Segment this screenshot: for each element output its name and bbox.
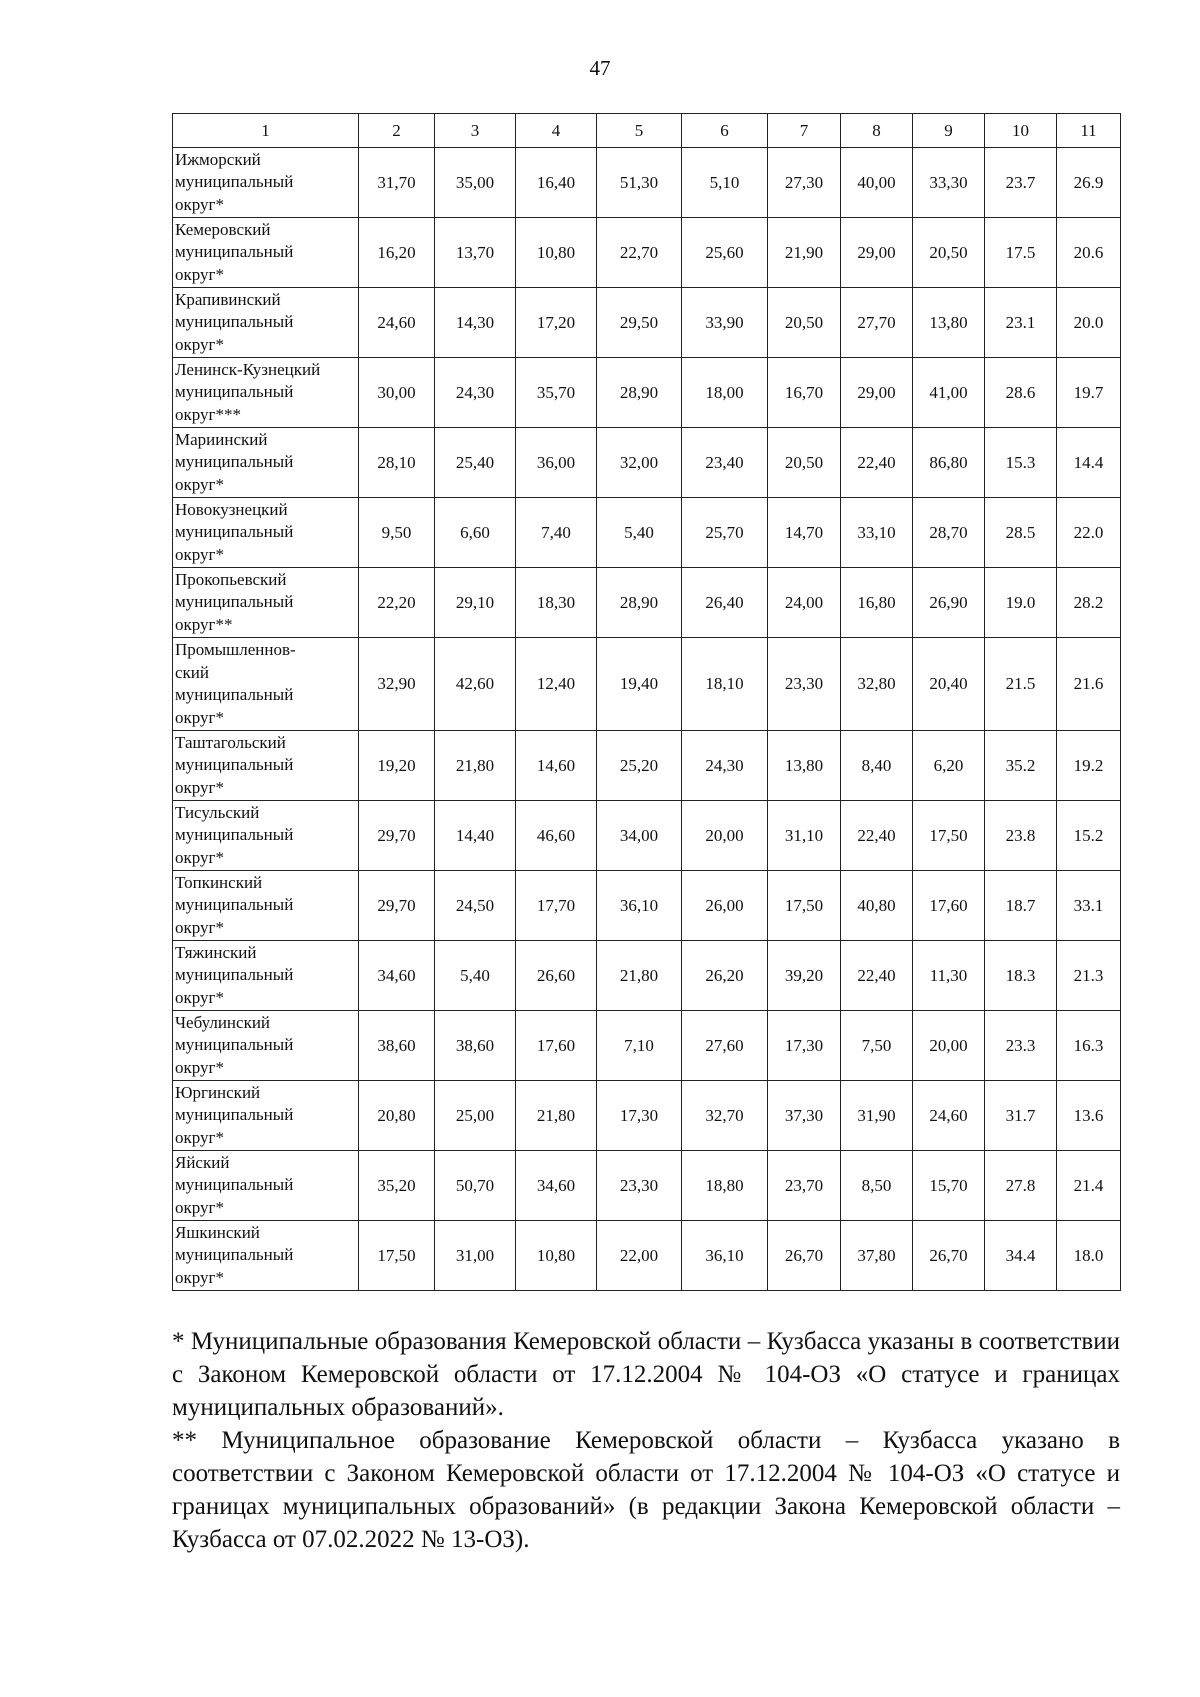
value-cell: 31.7 (985, 1081, 1057, 1151)
municipality-name-line: округ* (175, 987, 225, 1007)
value-cell: 18,00 (682, 358, 768, 428)
value-cell: 34,60 (516, 1151, 597, 1221)
municipality-name-line: округ* (175, 474, 225, 494)
value-cell: 21.5 (985, 638, 1057, 731)
value-cell: 13.6 (1057, 1081, 1121, 1151)
footnote-2: ** Муниципальное образование Кемеровской области – Кузбасса указано в соответствии с Законом Кемеровской области от 17.12.2004 № 104-ОЗ «О статусе и границах муниципальных образований» (в редакции Закона Кемеровской области – Кузбасса от 07.02.2022 № 13-ОЗ). (172, 1427, 1120, 1553)
value-cell: 16,70 (768, 358, 841, 428)
value-cell: 22,20 (359, 568, 435, 638)
municipality-name-cell (173, 1011, 359, 1081)
table-body (173, 148, 1121, 1291)
value-cell: 29,70 (359, 871, 435, 941)
footnote-1: * Муниципальные образования Кемеровской области – Кузбасса указаны в соответствии с Законом Кемеровской области от 17.12.2004 № 104-ОЗ «О статусе и границах муниципальных образований». (172, 1328, 1120, 1421)
value-cell: 25,60 (682, 218, 768, 288)
municipality-name-cell (173, 1081, 359, 1151)
municipality-name-cell (173, 498, 359, 568)
value-cell: 21,80 (597, 941, 682, 1011)
municipality-name-line: Таштагольский (175, 732, 286, 752)
municipality-name-line: Яшкинский (175, 1222, 260, 1242)
municipality-name-line: Юргинский (175, 1082, 261, 1102)
municipality-name-cell (173, 871, 359, 941)
municipality-name-cell (173, 941, 359, 1011)
value-cell: 31,00 (435, 1221, 516, 1291)
value-cell: 12,40 (516, 638, 597, 731)
table-row (173, 1081, 1121, 1151)
municipality-name-line: муниципальный (175, 685, 294, 704)
municipality-name-line: округ* (175, 1197, 225, 1217)
value-cell: 7,10 (597, 1011, 682, 1081)
municipality-name-line: округ* (175, 264, 225, 284)
column-header: 1 (173, 114, 359, 148)
column-header: 3 (435, 114, 516, 148)
value-cell: 26,40 (682, 568, 768, 638)
column-header: 6 (682, 114, 768, 148)
value-cell: 5,40 (435, 941, 516, 1011)
value-cell: 17,70 (516, 871, 597, 941)
value-cell: 17,60 (516, 1011, 597, 1081)
municipality-name-line: муниципальный (175, 382, 294, 402)
page-number: 47 (589, 56, 611, 80)
value-cell: 14,70 (768, 498, 841, 568)
municipality-name-line: муниципальный (175, 312, 294, 332)
value-cell: 24,00 (768, 568, 841, 638)
value-cell: 23.7 (985, 148, 1057, 218)
value-cell: 23,30 (768, 638, 841, 731)
municipality-name-cell (173, 358, 359, 428)
table-row (173, 731, 1121, 801)
value-cell: 17,50 (359, 1221, 435, 1291)
header-row (173, 114, 1121, 148)
value-cell: 17,30 (768, 1011, 841, 1081)
municipality-name-line: ский (175, 662, 209, 682)
value-cell: 20,80 (359, 1081, 435, 1151)
value-cell: 38,60 (435, 1011, 516, 1081)
municipality-name-line: Крапивинский (175, 289, 281, 309)
value-cell: 29,10 (435, 568, 516, 638)
municipality-name-line: муниципальный (175, 965, 294, 985)
value-cell: 28,70 (913, 498, 985, 568)
value-cell: 50,70 (435, 1151, 516, 1221)
value-cell: 25,00 (435, 1081, 516, 1151)
value-cell: 14,60 (516, 731, 597, 801)
value-cell: 23.8 (985, 801, 1057, 871)
table-row (173, 638, 1121, 731)
value-cell: 24,60 (913, 1081, 985, 1151)
value-cell: 33,10 (841, 498, 913, 568)
value-cell: 21.4 (1057, 1151, 1121, 1221)
municipality-name-line: Яйский (175, 1152, 230, 1172)
municipality-name-line: Тяжинский (175, 942, 257, 962)
value-cell: 34,00 (597, 801, 682, 871)
value-cell: 18,30 (516, 568, 597, 638)
value-cell: 16.3 (1057, 1011, 1121, 1081)
value-cell: 8,40 (841, 731, 913, 801)
value-cell: 10,80 (516, 1221, 597, 1291)
value-cell: 16,20 (359, 218, 435, 288)
municipality-name-line: Промышленнов- (175, 640, 296, 659)
municipality-name-cell (173, 801, 359, 871)
value-cell: 35,70 (516, 358, 597, 428)
municipality-name-line: округ* (175, 544, 225, 564)
value-cell: 36,00 (516, 428, 597, 498)
value-cell: 18,80 (682, 1151, 768, 1221)
value-cell: 25,70 (682, 498, 768, 568)
municipality-name-line: муниципальный (175, 452, 294, 472)
municipality-name-cell (173, 1221, 359, 1291)
value-cell: 31,10 (768, 801, 841, 871)
value-cell: 23,30 (597, 1151, 682, 1221)
value-cell: 22,40 (841, 941, 913, 1011)
column-header: 2 (359, 114, 435, 148)
table-row (173, 288, 1121, 358)
municipality-name-line: округ* (175, 707, 225, 727)
value-cell: 35,00 (435, 148, 516, 218)
value-cell: 24,30 (682, 731, 768, 801)
value-cell: 5,10 (682, 148, 768, 218)
value-cell: 29,00 (841, 218, 913, 288)
value-cell: 38,60 (359, 1011, 435, 1081)
municipality-name-line: Мариинский (175, 429, 268, 449)
value-cell: 23,70 (768, 1151, 841, 1221)
value-cell: 30,00 (359, 358, 435, 428)
table-row (173, 498, 1121, 568)
value-cell: 32,80 (841, 638, 913, 731)
value-cell: 26,00 (682, 871, 768, 941)
value-cell: 17,50 (768, 871, 841, 941)
value-cell: 26,60 (516, 941, 597, 1011)
data-table (172, 113, 1121, 1291)
value-cell: 27,60 (682, 1011, 768, 1081)
value-cell: 28,90 (597, 568, 682, 638)
value-cell: 18.7 (985, 871, 1057, 941)
column-header: 5 (597, 114, 682, 148)
value-cell: 20,00 (682, 801, 768, 871)
value-cell: 18.3 (985, 941, 1057, 1011)
municipality-name-line: Топкинский (175, 872, 263, 892)
value-cell: 28.5 (985, 498, 1057, 568)
value-cell: 8,50 (841, 1151, 913, 1221)
municipality-name-line: муниципальный (175, 825, 294, 845)
value-cell: 17,30 (597, 1081, 682, 1151)
municipality-name-line: Ижморский (175, 149, 261, 169)
municipality-name-line: округ* (175, 334, 225, 354)
value-cell: 20,50 (913, 218, 985, 288)
value-cell: 22,40 (841, 801, 913, 871)
value-cell: 33.1 (1057, 871, 1121, 941)
value-cell: 27,70 (841, 288, 913, 358)
value-cell: 23.3 (985, 1011, 1057, 1081)
value-cell: 32,70 (682, 1081, 768, 1151)
value-cell: 46,60 (516, 801, 597, 871)
value-cell: 29,70 (359, 801, 435, 871)
value-cell: 16,40 (516, 148, 597, 218)
municipality-name-line: округ* (175, 1127, 225, 1147)
value-cell: 14.4 (1057, 428, 1121, 498)
municipality-name-cell (173, 731, 359, 801)
municipality-name-cell (173, 148, 359, 218)
value-cell: 9,50 (359, 498, 435, 568)
value-cell: 32,90 (359, 638, 435, 731)
value-cell: 20,50 (768, 428, 841, 498)
value-cell: 29,50 (597, 288, 682, 358)
municipality-name-line: округ* (175, 777, 225, 797)
value-cell: 29,00 (841, 358, 913, 428)
municipality-name-line: муниципальный (175, 1035, 294, 1055)
value-cell: 19.0 (985, 568, 1057, 638)
value-cell: 17.5 (985, 218, 1057, 288)
table-row (173, 941, 1121, 1011)
municipality-name-line: муниципальный (175, 755, 294, 775)
value-cell: 24,30 (435, 358, 516, 428)
value-cell: 19,20 (359, 731, 435, 801)
value-cell: 15.3 (985, 428, 1057, 498)
municipality-name-line: Прокопьевский (175, 569, 287, 589)
value-cell: 28.2 (1057, 568, 1121, 638)
value-cell: 21.3 (1057, 941, 1121, 1011)
value-cell: 14,40 (435, 801, 516, 871)
value-cell: 40,00 (841, 148, 913, 218)
value-cell: 19.7 (1057, 358, 1121, 428)
municipality-name-cell (173, 428, 359, 498)
value-cell: 20,40 (913, 638, 985, 731)
value-cell: 24,60 (359, 288, 435, 358)
column-header: 7 (768, 114, 841, 148)
municipality-name-line: округ*** (175, 404, 242, 424)
value-cell: 25,20 (597, 731, 682, 801)
municipality-name-line: округ* (175, 194, 225, 214)
value-cell: 11,30 (913, 941, 985, 1011)
value-cell: 19,40 (597, 638, 682, 731)
value-cell: 7,40 (516, 498, 597, 568)
value-cell: 14,30 (435, 288, 516, 358)
value-cell: 22,00 (597, 1221, 682, 1291)
table-row (173, 428, 1121, 498)
municipality-name-line: муниципальный (175, 1245, 294, 1265)
value-cell: 15,70 (913, 1151, 985, 1221)
value-cell: 23,40 (682, 428, 768, 498)
value-cell: 18.0 (1057, 1221, 1121, 1291)
value-cell: 36,10 (682, 1221, 768, 1291)
table-row (173, 1151, 1121, 1221)
municipality-name-line: Чебулинский (175, 1012, 271, 1032)
value-cell: 5,40 (597, 498, 682, 568)
municipality-name-cell (173, 1151, 359, 1221)
value-cell: 41,00 (913, 358, 985, 428)
value-cell: 25,40 (435, 428, 516, 498)
column-header: 11 (1057, 114, 1121, 148)
value-cell: 23.1 (985, 288, 1057, 358)
value-cell: 26,90 (913, 568, 985, 638)
value-cell: 28,90 (597, 358, 682, 428)
value-cell: 19.2 (1057, 731, 1121, 801)
table-row (173, 218, 1121, 288)
municipality-name-line: округ** (175, 614, 233, 634)
table-row (173, 358, 1121, 428)
value-cell: 26,70 (768, 1221, 841, 1291)
municipality-name-cell (173, 218, 359, 288)
value-cell: 22.0 (1057, 498, 1121, 568)
municipality-name-line: муниципальный (175, 592, 294, 612)
value-cell: 31,90 (841, 1081, 913, 1151)
column-header: 9 (913, 114, 985, 148)
municipality-name-line: муниципальный (175, 895, 294, 915)
municipality-name-line: муниципальный (175, 1105, 294, 1125)
value-cell: 40,80 (841, 871, 913, 941)
municipality-name-line: округ* (175, 917, 225, 937)
municipality-name-line: муниципальный (175, 1175, 294, 1195)
value-cell: 13,70 (435, 218, 516, 288)
column-header: 8 (841, 114, 913, 148)
value-cell: 33,90 (682, 288, 768, 358)
value-cell: 17,50 (913, 801, 985, 871)
municipality-name-line: муниципальный (175, 242, 294, 262)
value-cell: 37,80 (841, 1221, 913, 1291)
municipality-name-line: округ* (175, 1057, 225, 1077)
municipality-name-line: Ленинск-Кузнецкий (175, 359, 321, 379)
value-cell: 27,30 (768, 148, 841, 218)
value-cell: 22,40 (841, 428, 913, 498)
value-cell: 7,50 (841, 1011, 913, 1081)
table-row (173, 801, 1121, 871)
column-header: 10 (985, 114, 1057, 148)
table-row (173, 148, 1121, 218)
value-cell: 36,10 (597, 871, 682, 941)
municipality-name-line: Новокузнецкий (175, 499, 288, 519)
municipality-name-line: Тисульский (175, 802, 260, 822)
value-cell: 27.8 (985, 1151, 1057, 1221)
value-cell: 20.0 (1057, 288, 1121, 358)
value-cell: 10,80 (516, 218, 597, 288)
value-cell: 32,00 (597, 428, 682, 498)
value-cell: 18,10 (682, 638, 768, 731)
municipality-name-line: округ* (175, 1267, 225, 1287)
table-row (173, 871, 1121, 941)
value-cell: 28.6 (985, 358, 1057, 428)
municipality-name-cell (173, 288, 359, 358)
value-cell: 35.2 (985, 731, 1057, 801)
value-cell: 20.6 (1057, 218, 1121, 288)
footnotes (172, 1325, 1120, 1556)
value-cell: 17,20 (516, 288, 597, 358)
value-cell: 26,70 (913, 1221, 985, 1291)
value-cell: 51,30 (597, 148, 682, 218)
value-cell: 21.6 (1057, 638, 1121, 731)
value-cell: 26.9 (1057, 148, 1121, 218)
value-cell: 26,20 (682, 941, 768, 1011)
value-cell: 34,60 (359, 941, 435, 1011)
value-cell: 6,60 (435, 498, 516, 568)
value-cell: 33,30 (913, 148, 985, 218)
table-row (173, 568, 1121, 638)
table-row (173, 1221, 1121, 1291)
municipality-name-cell (173, 638, 359, 731)
value-cell: 20,00 (913, 1011, 985, 1081)
value-cell: 35,20 (359, 1151, 435, 1221)
value-cell: 21,80 (516, 1081, 597, 1151)
value-cell: 34.4 (985, 1221, 1057, 1291)
value-cell: 37,30 (768, 1081, 841, 1151)
value-cell: 21,80 (435, 731, 516, 801)
value-cell: 28,10 (359, 428, 435, 498)
value-cell: 21,90 (768, 218, 841, 288)
value-cell: 86,80 (913, 428, 985, 498)
municipality-name-line: округ* (175, 847, 225, 867)
value-cell: 13,80 (768, 731, 841, 801)
municipality-name-line: муниципальный (175, 172, 294, 192)
value-cell: 24,50 (435, 871, 516, 941)
value-cell: 15.2 (1057, 801, 1121, 871)
municipality-name-cell (173, 568, 359, 638)
table-row (173, 1011, 1121, 1081)
municipality-name-line: Кемеровский (175, 219, 271, 239)
value-cell: 20,50 (768, 288, 841, 358)
value-cell: 42,60 (435, 638, 516, 731)
municipality-name-line: муниципальный (175, 522, 294, 542)
value-cell: 31,70 (359, 148, 435, 218)
value-cell: 22,70 (597, 218, 682, 288)
value-cell: 6,20 (913, 731, 985, 801)
value-cell: 39,20 (768, 941, 841, 1011)
value-cell: 16,80 (841, 568, 913, 638)
value-cell: 17,60 (913, 871, 985, 941)
column-header: 4 (516, 114, 597, 148)
value-cell: 13,80 (913, 288, 985, 358)
